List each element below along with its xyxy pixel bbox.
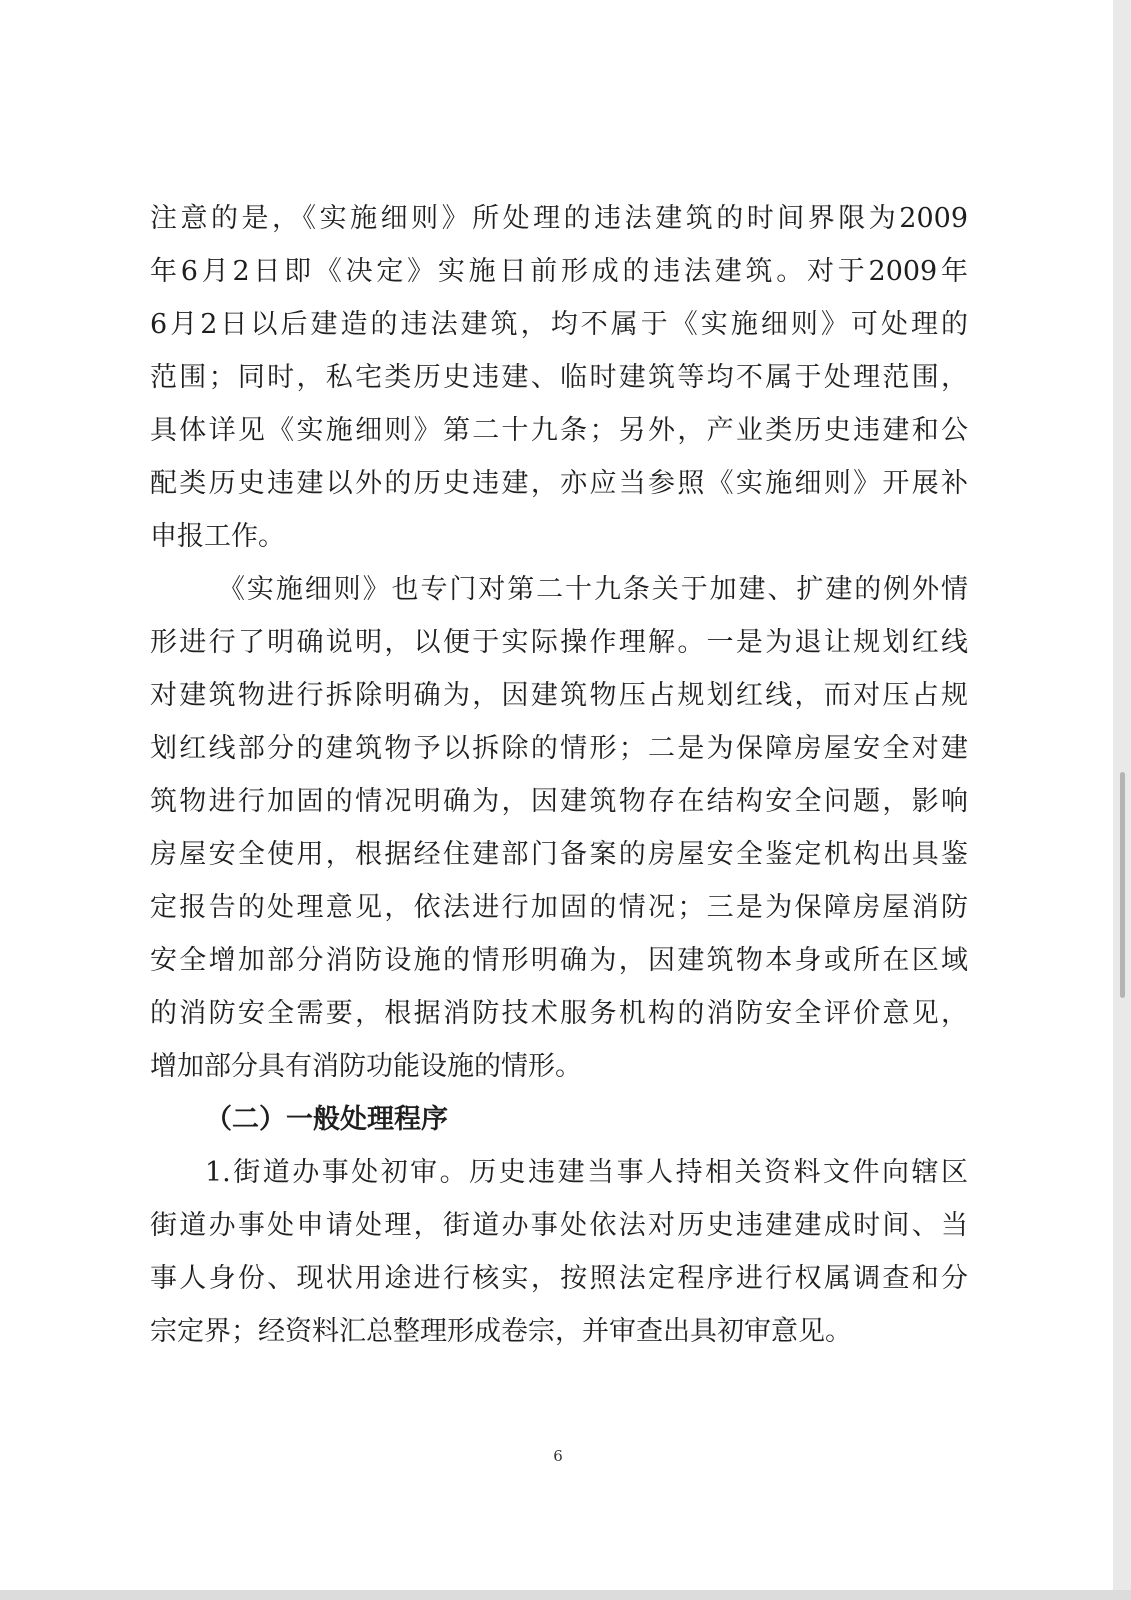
body-line-7: 申报工作。 [150, 521, 285, 552]
body-line-6: 配类历史违建以外的历史违建，亦应当参照《实施细则》开展补 [150, 468, 968, 499]
page-number: 6 [553, 1447, 563, 1465]
body-line-1: 注意的是，《实施细则》所处理的违法建筑的时间界限为2009 [150, 203, 968, 234]
body-line-12: 筑物进行加固的情况明确为，因建筑物存在结构安全问题，影响 [150, 786, 968, 817]
body-line-2: 年6月2日即《决定》实施日前形成的违法建筑。对于2009年 [150, 256, 968, 287]
section-heading: （二）一般处理程序 [205, 1104, 448, 1135]
body-line-22: 宗定界；经资料汇总整理形成卷宗，并审查出具初审意见。 [150, 1316, 852, 1347]
body-line-10: 对建筑物进行拆除明确为，因建筑物压占规划红线，而对压占规 [150, 680, 968, 711]
body-line-11: 划红线部分的建筑物予以拆除的情形；二是为保障房屋安全对建 [150, 733, 968, 764]
body-line-16: 的消防安全需要，根据消防技术服务机构的消防安全评价意见， [150, 998, 968, 1029]
body-line-5: 具体详见《实施细则》第二十九条；另外，产业类历史违建和公 [150, 415, 968, 446]
page-bottom-edge [0, 1590, 1131, 1600]
body-line-4: 范围；同时，私宅类历史违建、临时建筑等均不属于处理范围， [150, 362, 968, 393]
body-line-20: 街道办事处申请处理，街道办事处依法对历史违建建成时间、当 [150, 1210, 968, 1241]
body-line-13: 房屋安全使用，根据经住建部门备案的房屋安全鉴定机构出具鉴 [150, 839, 968, 870]
body-line-17: 增加部分具有消防功能设施的情形。 [150, 1051, 582, 1082]
paragraph-2-first-line: 《实施细则》也专门对第二十九条关于加建、扩建的例外情 [218, 574, 968, 605]
body-line-15: 安全增加部分消防设施的情形明确为，因建筑物本身或所在区域 [150, 945, 968, 976]
body-line-9: 形进行了明确说明，以便于实际操作理解。一是为退让规划红线 [150, 627, 968, 658]
body-line-3: 6月2日以后建造的违法建筑，均不属于《实施细则》可处理的 [150, 309, 968, 340]
paragraph-3-first-line: 1.街道办事处初审。历史违建当事人持相关资料文件向辖区 [205, 1157, 968, 1188]
body-line-21: 事人身份、现状用途进行核实，按照法定程序进行权属调查和分 [150, 1263, 968, 1294]
body-line-14: 定报告的处理意见，依法进行加固的情况；三是为保障房屋消防 [150, 892, 968, 923]
scrollbar-thumb[interactable] [1120, 772, 1125, 998]
